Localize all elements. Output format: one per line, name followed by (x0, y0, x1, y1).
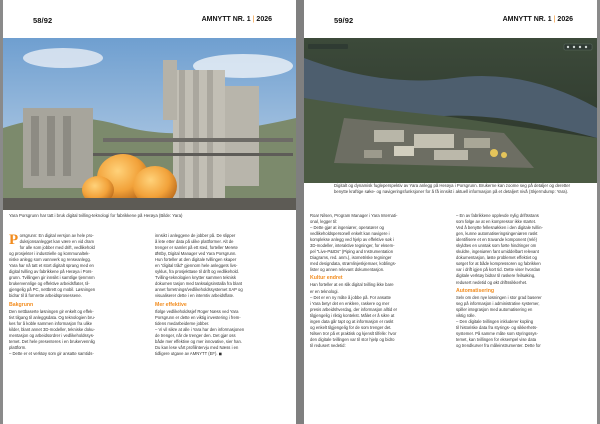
brand-label: AMNYTT NR. 1 | 2026 (201, 16, 272, 23)
page-header (334, 16, 573, 30)
col4-lines: – En av fabrikkene opplevde nylig driftsstans som følge av at en kompressor ikke startet. Ved å benytte fellesnøkken i den digitale tvillin- gen, kunne automatiseringsingeniøren raskt identifisere et en travande komponent (relé) skyldtes en unntak som førte hindringer om skuldre, ingeniøren fant umiddelbart relevant dokumentasjon, løste problemet effektivt og sørget for at både kompressoren og fabrikken var i drift igjen på kort tid. Dette viser hvordan digitale verktøy bidrar til raskere feilsøking, redusert nedetid og økt driftssikkerhet. (456, 213, 543, 285)
col1-lines: orsgrunn: En digital versjon av hele pro- duksjonsanlegget kan være en vid dram for alle som jobber med drift, vedlikehold og prosjekter i industrielle og kommunaltek- niske anlegg som vannverk og renseanlegg. Yara har nå tatt et stort digitalt sprang med en digital tvilling av fabrikkene på Herøya i Pors- grunn. Tvillingen gir innsikt i samtlige tjenmnm brukervennlige og effektive arbeidsflater, til- gjengelig på PC, nettbrett og mobil. Løsningen bidrar til å fornrette arbeidsprosessene. (9, 233, 96, 299)
article-column-4 (456, 213, 594, 349)
col1-lines-2: Den nettbaserte løsningen gir enkelt og effek- tivt tilgang til anleggsdata. Og teknologien bru- kes for å koble sammen informasjon fra ulike kilder, blant annet 3D-modeller, tekniske doku- mentasjon og arbeidsordrer i vedlikeholdssys- temet. Det hele presenteres i en brukervennlig plattform. – Dette er et verktøy som gir ansatte samtids- (9, 308, 96, 356)
article-column-1 (9, 233, 147, 357)
brand-label: AMNYTT NR. 1 | 2026 (502, 16, 573, 23)
page-number: 58/92 (33, 16, 53, 25)
col2-lines: innsikt i anleggene de jobber på. De slipper å lete etter data på ulike plattformer. Alt de trenger er samlet på ett sted, forteller Merete Østby, Digital Manager ved Yara Porsgrunn. Hun forteller at den digitale tvillingen skaper en "digital tråd" gjennom hele anleggets livs- syklus, fra prosjekttase til drift og vedlikehold. Tvilling-teknologien knytter sammen teknisk dokumen tasjon med tanksalgsinstalla fra blant annet forretnings/vedlikeholdssystemet SAP og visualiserer dette i en intemtiv arbeidsflate. (155, 233, 243, 299)
plant-photo-image (3, 38, 296, 210)
digital-twin-screenshot[interactable] (304, 38, 597, 183)
page-gutter (296, 0, 304, 424)
subheading-automatisering: Automatisering (456, 287, 495, 294)
page-left (3, 0, 296, 424)
article-column-3 (310, 213, 448, 349)
screenshot-caption: Digitalt og dynamisk fugleperspektiv av Yara anlegg på Herøya i Porsgrunn. Brukerne kan zoome seg på detaljer og deretter benytte kraftige søke- og navigeringsfunksjoner for å få innsikt i aktuell informasjon på et detaljert nivå (Skjermdump: Yara). (334, 183, 571, 194)
drop-cap: P (9, 231, 19, 248)
page-header (33, 16, 272, 30)
article-column-2 (155, 233, 293, 357)
page-right (304, 0, 597, 424)
plant-photo[interactable] (3, 38, 296, 210)
subheading-bakgrunn: Bakgrunn (9, 301, 34, 308)
digital-twin-image (304, 38, 597, 183)
subheading-kultur-endret: Kultur endret (310, 275, 343, 282)
subheading-mer-effektive: Mer effektive (155, 301, 187, 308)
page-number: 59/92 (334, 16, 354, 25)
col2-lines-2: Ifølge vedlikeholdssjef Roger Næss ved Yara Porsgrunn er dette en viktig investering i frem- tidens medarbeiderne jobber. – Vi vil sikre at alle i Yara har den informasjonen de trenger, når de trenger den. Det gjør oss både mer effektive og mer innovative, sier han. Du kan lese vårt profilintervju med Næss i en tidligere utgave av AMNYTT (EF). ◼ (155, 308, 245, 356)
col4-lines-2: Selv om den nye løsningen i stor grad baserer seg på informasjon i administrative systemer, spiller integrasjon med automatisering en viktig rolle. – Den digitale tvillingen inkluderer kopling til historiske data fra styrings- og sikkerhets- systemer. På samme måte som styringssys- temet, kan tvillingen for eksempel vise data og trendkurver fra måleinstrumenter. Dette for (456, 294, 542, 348)
photo-caption: Yara Porsgrunn har tatt i bruk digital tvilling-teknologi for fabrikkene på Herøya (Bilde: Yara) (9, 213, 183, 218)
col3-lines-2: Han forteller at en slik digital tvilling ikke bare er en teknologi. – Det er en ny måte å jobbe på. For ansatte i Yara betyr det en enklere, raskere og mer presis arbeidshverdag, der informasjon alltid er tilgjengelig i riktig kontekst. Målet er å sikre at ingen data går tapt og at informasjon er raskt og enkelt tilgjengelig for de som trenger det. Nilsen tror på et praktisk og kjenslt tilfelle: hvor den digitale tvillingen var til stor hjelp og bidro til redusert nedetid: (310, 282, 398, 348)
col3-lines: Roar Nilsen, Program Manager i Yara Internati- onal, legger til: – Dette gjør at ingeniører, operatører og vedlikeholdspersonell enkelt kan navigere i komplekse anlegg ved hjelp av effektive søk i 3D-modeller, interaktive tegninger, for eksem- pel "Live-P&IDs" (Piping and Instrumentation Diagrams, red. anm.), isometriske tegninger med designdata, strømlinjeskjemaer, koblings- lister og annen relevant dokumentasjon. (310, 213, 398, 273)
